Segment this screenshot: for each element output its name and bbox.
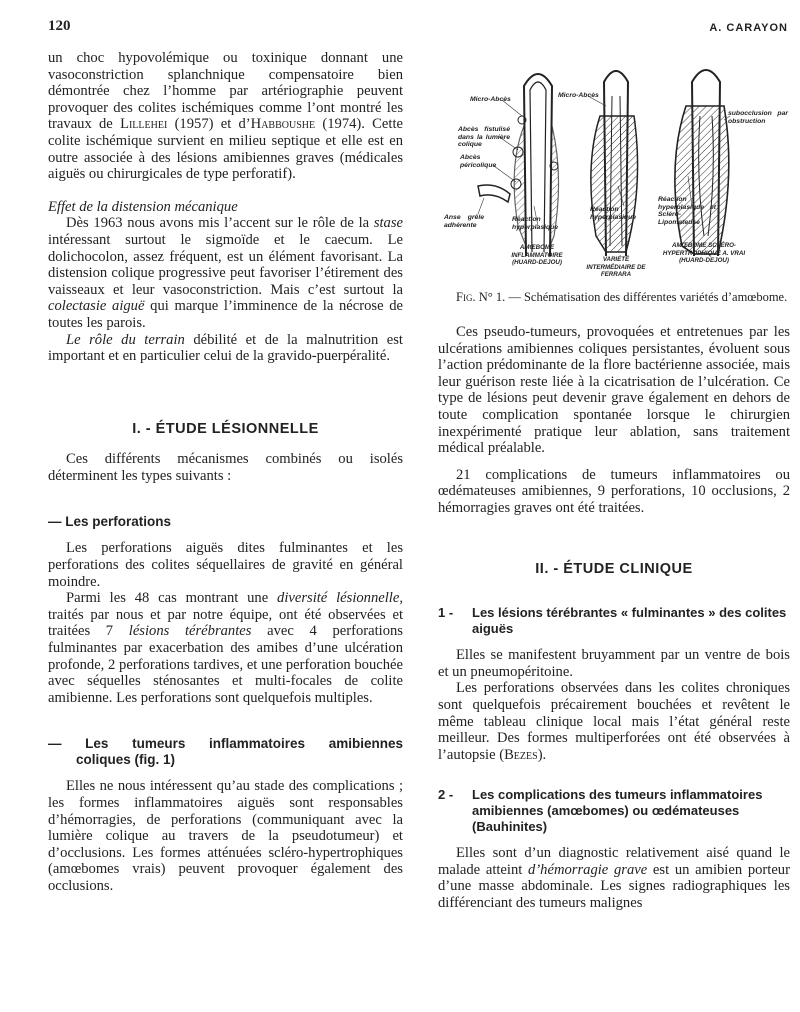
author-bezes: Bezes xyxy=(504,746,538,763)
paragraph-mecanismes: Ces différents mécanismes combinés ou isolés déterminent les types suivants : xyxy=(48,451,403,484)
label-micro-abces-1: Micro-Abcès xyxy=(470,96,511,103)
colon-sclero xyxy=(675,70,729,256)
paragraph-terrain: Le rôle du terrain débilité et de la malnutrition est important et en particulier celui de la gravido-puerpéralité. xyxy=(48,331,403,365)
label-abces-pericolique: Abcès péricolique xyxy=(460,154,497,169)
tumeurs-heading-line1: — Les tumeurs inflammatoires amibiennes xyxy=(48,736,403,752)
page-number: 120 xyxy=(48,18,71,34)
tumeurs-heading-line2: coliques (fig. 1) xyxy=(76,752,176,768)
label-reaction-2: Réaction hyperplasique xyxy=(590,206,637,221)
perforations-heading: — Les perforations xyxy=(48,514,172,530)
distension-heading: Effet de la distension mécanique xyxy=(48,198,238,215)
paragraph-diagnostic: Elles sont d’un diagnostic relativement aisé quand le malade atteint d’hémorragie grave est un amibien porteur d’une masse abdominale. Les signes radiographiques les différenciant des tumeurs malignes xyxy=(438,845,790,912)
section-etude-lesionnelle: I. - ÉTUDE LÉSIONNELLE xyxy=(132,420,319,437)
label-micro-abces-2: Micro-Abcès xyxy=(558,92,599,99)
paragraph-perforations: Les perforations aiguës dites fulminantes et les perforations des colites séquellaires de gravité en général moindre. xyxy=(48,540,403,590)
paragraph-bruyamment: Elles se manifestent bruyamment par un ventre de bois et un pneumopéritoine. xyxy=(438,647,790,680)
left-column xyxy=(48,50,403,895)
right-column xyxy=(438,56,790,912)
label-reaction-1: Réaction hyperplasique xyxy=(512,216,559,231)
author-habboushe: Habboushe xyxy=(250,116,316,133)
figure-amoebome xyxy=(438,56,790,288)
label-anse-grele: Anse grêle adhérente xyxy=(444,214,484,229)
caption-sclero: AMŒBOME SCLÉRO-HYPERTROPHIQUE A. VRAI (HUARD-DEJOU) xyxy=(662,242,746,264)
paragraph-perforations-chroniques: Les perforations observées dans les colites chroniques sont quelquefois précairement bouchées et revêtent le même tableau clinique local mais l’état général reste meilleur. Des formes multiperforées ont été observées à l’autopsie (Bezes). xyxy=(438,680,790,763)
label-reaction-sclero: Réaction hyperplasique et Scléro-Lipomateuse xyxy=(658,196,716,226)
caption-inflammatoire: AMŒBOME INFLAMMATOIRE (HUARD-DEJOU) xyxy=(511,244,563,266)
section-etude-clinique: II. - ÉTUDE CLINIQUE xyxy=(535,560,693,577)
caption-intermediaire: VARIÉTÉ INTERMÉDIAIRE DE FERRARA xyxy=(586,256,646,278)
paragraph-ischemic: un choc hypovolémique ou toxinique donnant une vasoconstriction splanchnique compensatoire bien démontrée chez l’homme par artériographie peuvent provoquer des colites ischémiques comme l’ont montré les travaux de Lillehei (1957) et d’Habboushe (1974). Cette colite ischémique survient en milieu septique et elle est en outre associée à des lésions amibiennes graves (médicales aiguës ou chirurgicales de type perforatif). xyxy=(48,50,403,183)
paragraph-cases: Parmi les 48 cas montrant une diversité lésionnelle, traités par nous et par notre équipe, ont été observées et traitées 7 lésions térébrantes avec 4 perforations fulminantes par exacerbation des amibes d’une ulcération profonde, 2 perforations tardives, et une perforation bouchée avec séquelles sténosantes et multi-focales de colite amibienne. Les perforations sont quelquefois multiples. xyxy=(48,590,403,706)
paragraph-stase: Dès 1963 nous avons mis l’accent sur le rôle de la stase intéressant surtout le sigmoïde et le caecum. Le dolichocolon, assez fréquent, est un élément favorisant. La distension colique progressive peut favoriser l’étirement des vaisseaux et leur vasoconstriction. Mais c’est surtout la colectasie aiguë qui marque l’imminence de la nécrose de toutes les parois. xyxy=(48,215,404,331)
subsection-complications-tumeurs: 2 - Les complications des tumeurs inflammatoires amibiennes (amœbomes) ou œdémateuses (Bauhinites) xyxy=(438,787,763,835)
running-title: A. CARAYON xyxy=(709,22,788,34)
label-abces-fistulise: Abcès fistulisé dans la lumière colique xyxy=(458,126,510,148)
paragraph-complications: Elles ne nous intéressent qu’au stade des complications ; les formes inflammatoires aiguës sont responsables d’hémorragies, de perforations (communiquant avec la lumière colique au travers de la pseudotumeur) et d’occlusions. Les formes atténuées scléro-hypertrophiques (amœbomes vrais) peuvent provoquer également des occlusions. xyxy=(48,778,403,894)
paragraph-pseudo-tumeurs: Ces pseudo-tumeurs, provoquées et entretenues par les ulcérations amibiennes coliques persistantes, évoluent sous l’action prédominante de la flore bactérienne associée, mais leur guérison reste liée à la cicatrisation de l’ulcération. Ce type de lésions peut devenir grave également en dehors de toute complication spontanée lorsque le chirurgien inexpérimenté pratique leur ablation, sans traitement médical préalable. xyxy=(438,324,790,457)
paragraph-statistics: 21 complications de tumeurs inflammatoires ou œdémateuses amibiennes, 9 perforations, 10 occlusions, 2 hémorragies graves ont été traitées. xyxy=(438,466,790,516)
label-subocclusion: subocclusion par obstruction xyxy=(728,110,788,125)
figure-caption: Fig. N° 1. — Schématisation des différentes variétés d’amœbome. xyxy=(456,290,788,304)
subsection-lesions-terebrantes: 1 - Les lésions térébrantes « fulminantes » des colites aiguës xyxy=(438,605,787,637)
author-lillehei: Lillehei xyxy=(120,116,168,133)
